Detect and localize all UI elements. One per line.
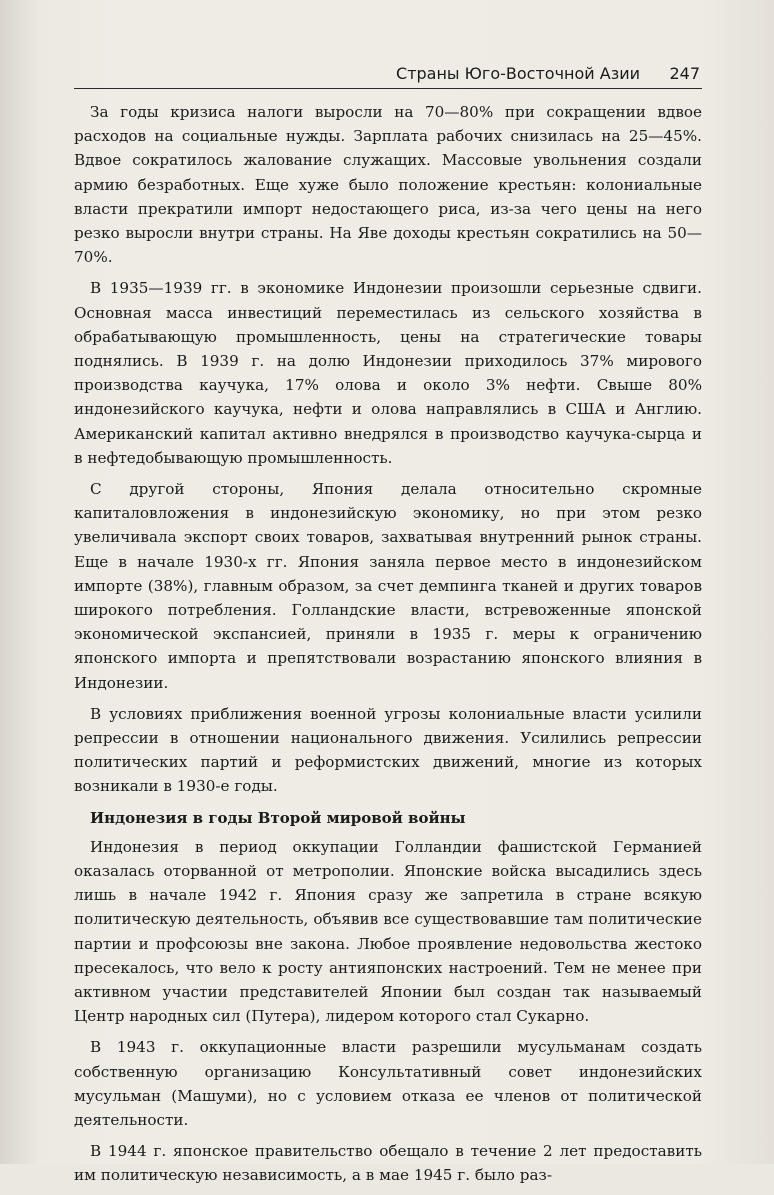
section-heading: Индонезия в годы Второй мировой войны — [90, 808, 466, 827]
page-body — [74, 100, 702, 1195]
running-title: Страны Юго-Восточной Азии — [396, 64, 640, 83]
paragraph: Индонезия в период оккупации Голландии фашистской Германией оказалась оторванной от метрополии. Японские войска высадились здесь лишь в начале 1942 г. Япония сразу же запретила в стране всякую политическую деятельность, объявив все существовавшие там политические партии и профсоюзы вне закона. Любое проявление недовольства жестоко пресекалось, что вело к росту антияпонских настроений. Тем не менее при активном участии представителей Японии был создан так называемый Центр народных сил (Путера), лидером которого стал Сукарно. — [74, 837, 702, 1026]
paragraph: За годы кризиса налоги выросли на 70—80% при сокращении вдвое расходов на социальные нужды. Зарплата рабочих снизилась на 25—45%. Вдвое сократилось жалование служащих. Массовые увольнения создали армию безработных. Еще хуже было положение крестьян: колониальные власти прекратили импорт недостающего риса, из-за чего цены на него резко выросли внутри страны. На Яве доходы крестьян сократились на 50—70%. — [74, 103, 702, 267]
paragraph: В 1944 г. японское правительство обещало в течение 2 лет предоставить им политическую независимость, а в мае 1945 г. было раз- — [74, 1142, 702, 1185]
paragraph: С другой стороны, Япония делала относительно скромные капиталовложения в индонезийскую экономику, но при этом резко увеличивала экспорт своих товаров, захватывая внутренний рынок страны. Еще в начале 1930-х гг. Япония заняла первое место в индонезийском импорте (38%), главным образом, за счет демпинга тканей и других товаров широкого потребления. Голландские власти, встревоженные японской экономической экспансией, приняли в 1935 г. меры к ограничению японского импорта и препятствовали возрастанию японского влияния в Индонезии. — [74, 480, 702, 692]
paragraph: В условиях приближения военной угрозы колониальные власти усилили репрессии в отношении национального движения. Усилились репрессии политических партий и реформистских движений, многие из которых возникали в 1930-е годы. — [74, 704, 702, 796]
paragraph: В 1935—1939 гг. в экономике Индонезии произошли серьезные сдвиги. Основная масса инвестиций переместилась из сельского хозяйства в обрабатывающую промышленность, цены на стратегические товары поднялись. В 1939 г. на долю Индонезии приходилось 37% мирового производства каучука, 17% олова и около 3% нефти. Свыше 80% индонезийского каучука, нефти и олова направлялись в США и Англию. Американский капитал активно внедрялся в производство каучука-сырца и в нефтедобывающую промышленность. — [74, 279, 702, 467]
page-header — [74, 58, 702, 89]
page-number: 247 — [669, 64, 700, 83]
paragraph: В 1943 г. оккупационные власти разрешили мусульманам создать собственную организацию Консультативный совет индонезийских мусульман (Машуми), но с условием отказа ее членов от политической деятельности. — [74, 1038, 702, 1129]
